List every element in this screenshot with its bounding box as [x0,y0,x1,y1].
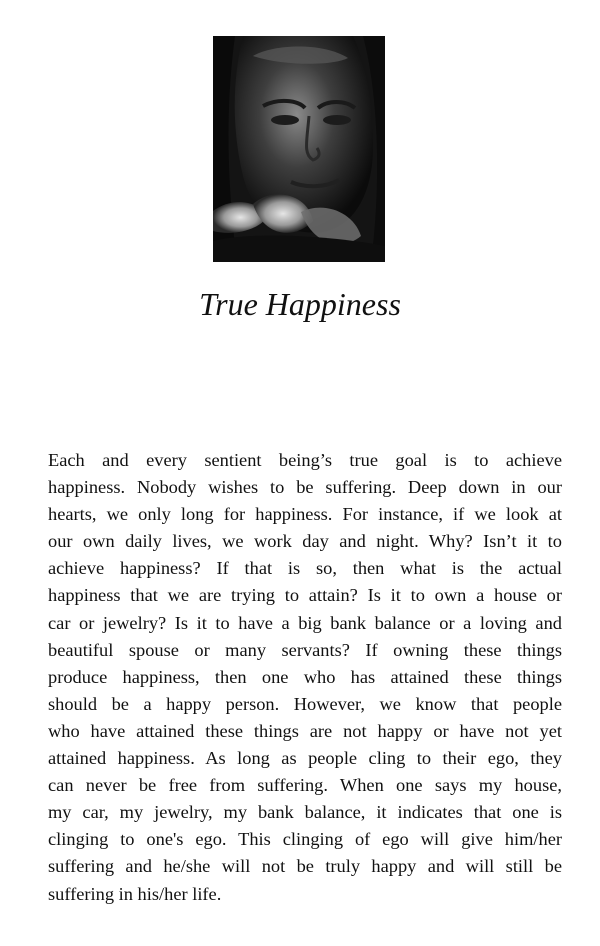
paragraph-line: suffering and he/she will not be truly happy and will still be [48,856,562,877]
paragraph-line: produce happiness, then one who has attained these things [48,666,562,687]
paragraph-line: hearts, we only long for happiness. For instance, if we look at [48,504,562,525]
page-title: True Happiness [199,286,401,322]
paragraph-line: should be a happy person. However, we know that people [48,693,562,714]
paragraph-line: beautiful spouse or many servants? If owning these things [48,639,562,660]
paragraph-line: can never be free from suffering. When one says my house, [48,775,562,796]
paragraph-line: happiness that we are trying to attain? Is it to own a house or [48,585,562,606]
paragraph-line: suffering in his/her life. [48,883,222,904]
paragraph-line: happiness. Nobody wishes to be suffering. Deep down in our [48,477,562,498]
buddha-statue-icon [213,36,385,262]
paragraph-line: achieve happiness? If that is so, then what is the actual [48,558,562,579]
paragraph-line: my car, my jewelry, my bank balance, it indicates that one is [48,802,562,823]
paragraph-line: our own daily lives, we work day and night. Why? Isn’t it to [48,531,562,552]
paragraph-line: attained happiness. As long as people cling to their ego, they [48,748,562,769]
paragraph-line: car or jewelry? Is it to have a big bank balance or a loving and [48,612,562,633]
paragraph-line: Each and every sentient being’s true goal is to achieve [48,450,562,470]
paragraph-line: who have attained these things are not happy or have not yet [48,720,562,741]
paragraph-line: clinging to one's ego. This clinging of ego will give him/her [48,829,562,850]
body-paragraph [48,447,562,908]
buddha-statue-photo [213,36,385,262]
